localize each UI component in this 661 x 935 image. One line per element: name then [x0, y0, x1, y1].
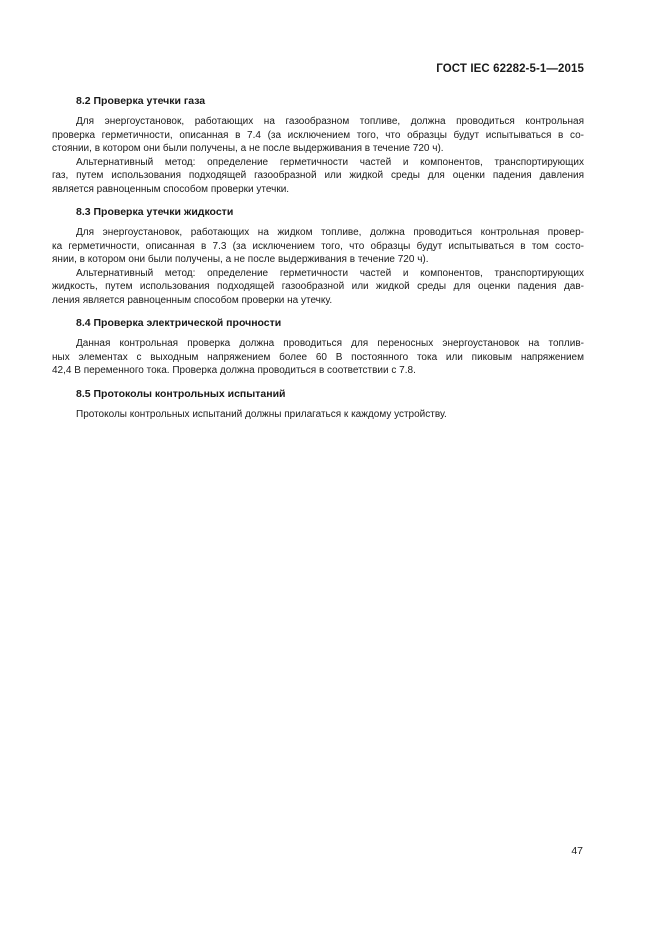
section-heading: 8.2 Проверка утечки газа: [76, 95, 206, 107]
section-heading: 8.3 Проверка утечки жидкости: [76, 206, 234, 218]
text-line: ка герметичности, описанная в 7.3 (за исключением того, что образцы будут испытываться в том состо-: [52, 240, 584, 252]
text-line: Альтернативный метод: определение герметичности частей и компонентов, транспортирующих: [76, 267, 584, 279]
text-line: Альтернативный метод: определение герметичности частей и компонентов, транспортирующих: [76, 156, 584, 168]
paragraph: [52, 267, 584, 308]
text-line: Для энергоустановок, работающих на газообразном топливе, должна проводиться контрольная: [76, 116, 584, 127]
paragraph: [52, 115, 584, 156]
standard-designation: ГОСТ IEC 62282-5-1—2015: [436, 63, 584, 75]
paragraph: [52, 408, 584, 422]
section-8-5: [52, 388, 584, 422]
text-line: стоянии, в котором они были получены, а не после выдерживания в течение 720 ч).: [52, 143, 444, 154]
text-line: является равноценным способом проверки утечки.: [52, 183, 290, 195]
document-body: [52, 95, 584, 431]
text-line: проверка герметичности, описанная в 7.4 (за исключением того, что образцы будут испытываться в со-: [52, 129, 584, 141]
section-heading: 8.5 Протоколы контрольных испытаний: [76, 387, 286, 400]
section-heading: 8.4 Проверка электрической прочности: [76, 317, 282, 329]
text-line: газ, путем использования подходящей газообразной или жидкой среды для оценки падения давления: [52, 170, 584, 181]
paragraph: [52, 226, 584, 267]
text-line: жидкость, путем использования подходящей газообразной или жидкой среды для оценки падения дав-: [52, 281, 584, 292]
text-line: Протоколы контрольных испытаний должны прилагаться к каждому устройству.: [76, 408, 447, 420]
page-number: 47: [571, 845, 583, 857]
text-line: ления является равноценным способом проверки на утечку.: [52, 294, 333, 306]
text-line: 42,4 В переменного тока. Проверка должна проводиться в соответствии с 7.8.: [52, 365, 416, 376]
text-line: Для энергоустановок, работающих на жидком топливе, должна проводиться контрольная провер-: [76, 227, 584, 238]
paragraph: [52, 156, 584, 197]
paragraph: [52, 337, 584, 378]
text-line: Данная контрольная проверка должна проводиться для переносных энергоустановок на топлив-: [76, 338, 584, 349]
section-8-4: [52, 317, 584, 378]
section-8-3: [52, 206, 584, 307]
text-line: ных элементах с выходным напряжением более 60 В постоянного тока или пиковым напряжением: [52, 351, 584, 363]
section-8-2: [52, 95, 584, 196]
text-line: янии, в котором они были получены, а не после выдерживания в течение 720 ч).: [52, 254, 429, 265]
